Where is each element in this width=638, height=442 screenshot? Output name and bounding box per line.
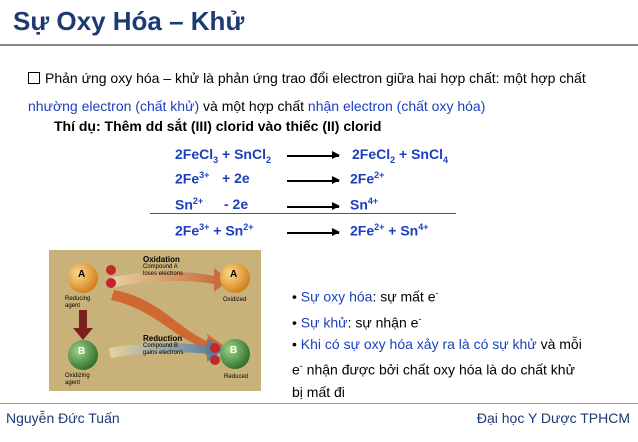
reduction-title: Reduction — [143, 334, 183, 343]
intro-reducer-text: nhường electron (chất khử) — [28, 98, 200, 114]
sum-divider — [150, 213, 456, 214]
bullet-redox-line3: bị mất đi — [292, 383, 345, 400]
checkbox-bullet-icon — [28, 72, 40, 84]
equation-4-left: $2Fe^{3+} + Sn^{2+}$ — [175, 222, 254, 239]
equation-2-mid: + 2e — [222, 170, 250, 186]
reduction-sub1: Compound B — [143, 343, 179, 349]
equation-3-left: $Sn^{2+}$ — [175, 196, 204, 213]
intro-paragraph — [28, 64, 628, 120]
bullet-redox-line2: e- nhận được bởi chất oxy hóa là do chất khử — [292, 361, 575, 378]
footer-author: Nguyễn Đức Tuấn — [6, 410, 120, 426]
footer-institution: Đại học Y Dược TPHCM — [476, 410, 630, 426]
example-heading: Thí dụ: Thêm dd sắt (III) clorid vào thiếc (II) clorid — [54, 118, 382, 134]
label-b-right: B — [230, 345, 238, 356]
reduction-sub2: gains electrons — [143, 350, 184, 356]
equation-4-right: $2Fe^{2+} + Sn^{4+}$ — [350, 222, 429, 239]
page-title: Sự Oxy Hóa – Khử — [13, 6, 245, 36]
reaction-arrow — [287, 232, 339, 234]
redox-diagram — [49, 250, 261, 391]
equation-2-left: $2Fe^{3+}$ — [175, 170, 210, 187]
bullet-oxidation: • Sự oxy hóa: sự mất e- — [292, 288, 439, 305]
reaction-arrow — [287, 206, 339, 208]
footer-divider — [0, 403, 638, 404]
equation-1-right: 2FeCl$_2$ + SnCl$_4$ — [352, 146, 449, 165]
oxidation-sub2: loses electrons — [143, 271, 184, 277]
label-a-right: A — [230, 269, 238, 280]
oxidation-sub1: Compound A — [143, 264, 178, 270]
intro-oxidizer-text: nhận electron (chất oxy hóa) — [307, 98, 486, 114]
equation-2-right: $2Fe^{2+}$ — [350, 170, 385, 187]
equation-1-left: 2FeCl$_3$ + SnCl$_2$ — [175, 146, 272, 165]
oxidation-title: Oxidation — [143, 255, 180, 264]
intro-line1: Phản ứng oxy hóa – khử là phản ứng trao đổi electron giữa hai hợp chất: một hợp chất — [45, 70, 586, 86]
intro-connector: và một hợp chất — [199, 98, 308, 114]
title-divider — [0, 44, 638, 46]
oxidized-label: Oxidized — [223, 297, 247, 303]
definition-bullets — [292, 282, 612, 403]
electron-icon — [210, 355, 220, 365]
bullet-redox-relation: • Khi có sự oxy hóa xảy ra là có sự khử và mỗi — [292, 336, 582, 353]
reduced-label: Reduced — [224, 374, 249, 380]
reducing-agent-label: Reducing agent — [65, 296, 91, 309]
equation-3-right: $Sn^{4+}$ — [350, 196, 379, 213]
reaction-arrow — [287, 155, 339, 157]
electron-icon — [106, 278, 116, 288]
label-b-left: B — [78, 346, 86, 357]
vertical-arrow — [73, 310, 93, 340]
equation-3-mid: - 2e — [224, 196, 249, 212]
oxidizing-agent-label: Oxidizing agent — [65, 373, 90, 386]
bullet-reduction: • Sự khử: sự nhận e- — [292, 313, 422, 331]
label-a-left: A — [78, 269, 86, 280]
electron-icon — [106, 265, 116, 275]
electron-icon — [210, 343, 220, 353]
reaction-arrow — [287, 180, 339, 182]
